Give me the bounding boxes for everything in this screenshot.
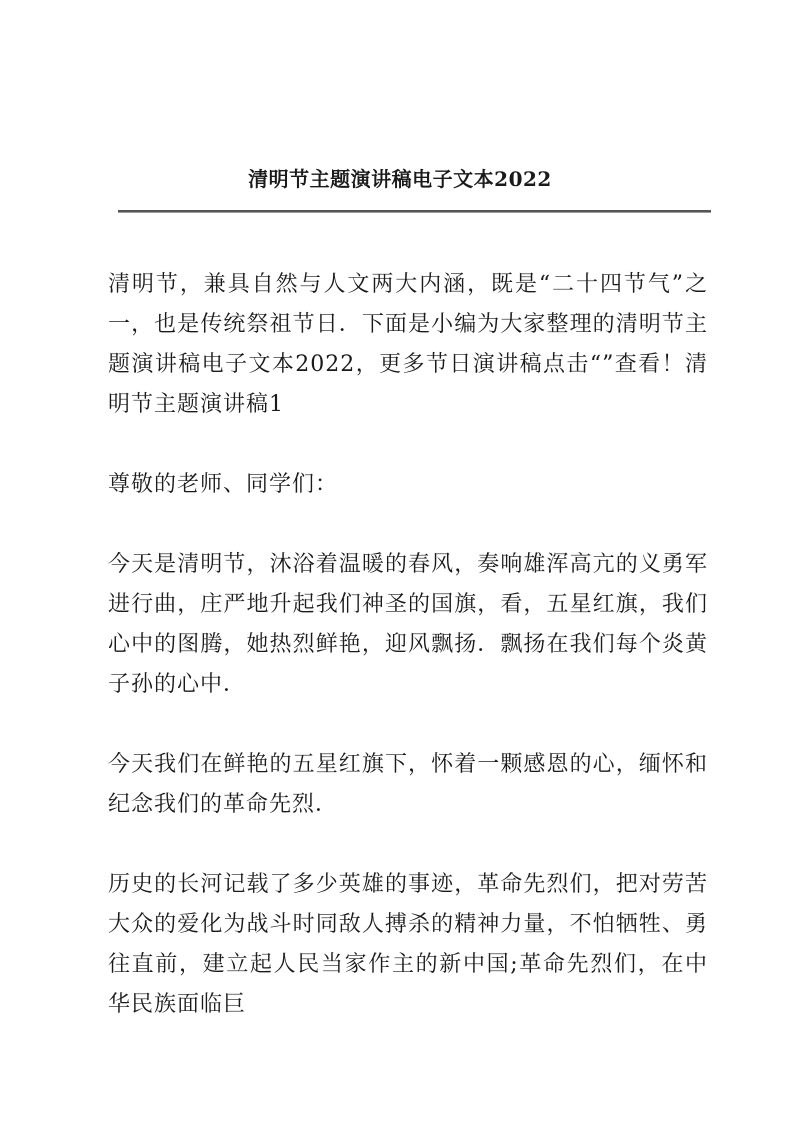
paragraph-flag-raising: 今天是清明节，沐浴着温暖的春风，奏响雄浑高亢的义勇军进行曲，庄严地升起我们神圣的国旗，看，五星红旗，我们心中的图腾，她热烈鲜艳，迎风飘扬．飘扬在我们每个炎黄子孙的心中． [108,552,708,697]
paragraph-history: 历史的长河记载了多少英雄的事迹，革命先烈们，把对劳苦大众的爱化为战斗时同敌人搏杀的精神力量，不怕牺牲、勇往直前，建立起人民当家作主的新中国;革命先烈们，在中华民族面临巨 [108,872,708,1017]
paragraph-remembrance: 今天我们在鲜艳的五星红旗下，怀着一颗感恩的心，缅怀和纪念我们的革命先烈． [108,752,708,817]
title-divider [118,210,711,213]
paragraph-intro: 清明节，兼具自然与人文两大内涵，既是“二十四节气”之一，也是传统祭祖节日．下面是小编为大家整理的清明节主题演讲稿电子文本2022，更多节日演讲稿点击“”查看！清明节主题演讲稿1 [108,272,708,417]
paragraph-salutation: 尊敬的老师、同学们： [108,472,339,497]
document-body [108,265,708,1065]
document-title: 清明节主题演讲稿电子文本2022 [248,167,552,191]
